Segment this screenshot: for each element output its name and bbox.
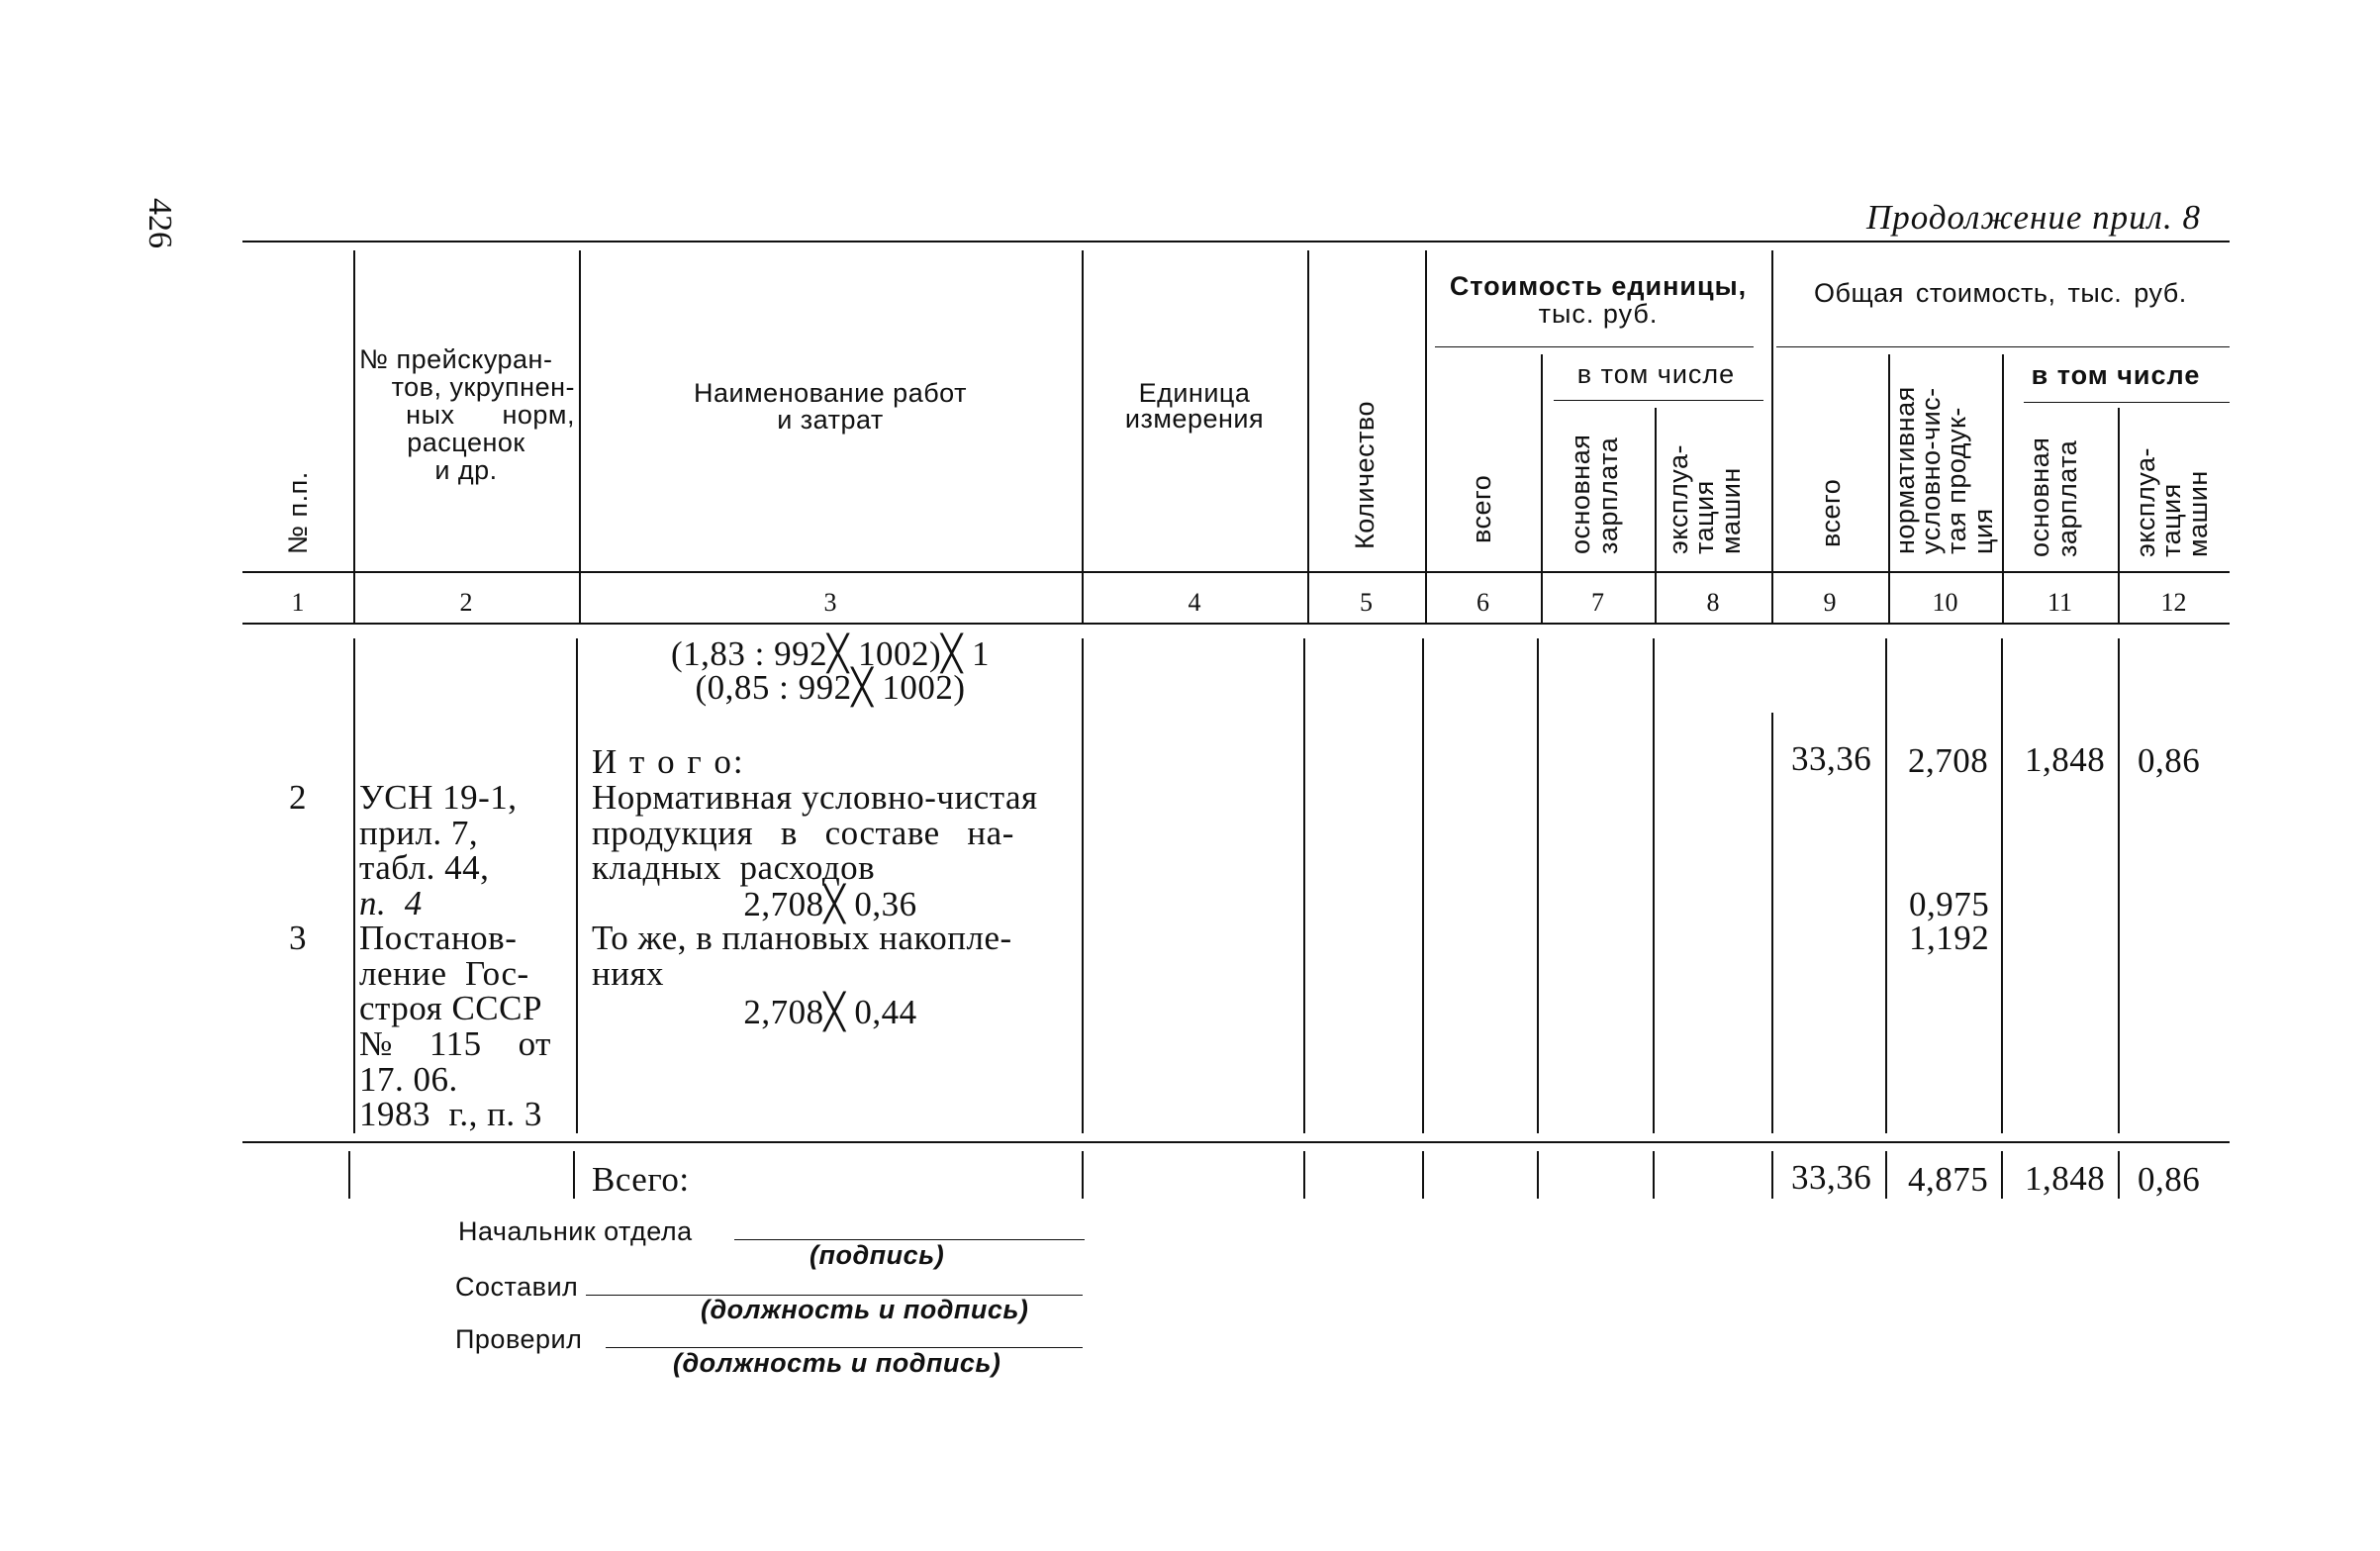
header-col10 [1892,386,1996,554]
row3-ref-line: Постанов- [359,919,518,957]
table-top-rule [242,241,2230,242]
row2-formula: 2,708╳ 0,36 [743,885,917,923]
header-col12-line: эксплуа- [2131,447,2160,557]
body-bottom-rule [242,1141,2230,1143]
header-unit-incl: в том числе [1576,359,1736,389]
grid-v [1653,1151,1655,1199]
header-col7 [1567,435,1623,554]
total-cost-subrule [1776,346,2230,347]
total-label: Всего: [592,1160,690,1199]
row3-number: 3 [289,919,307,957]
formula-line: (0,85 : 992╳ 1002) [695,668,966,707]
compiled-by-label: Составил [455,1272,579,1302]
header-col3-line: Наименование работ [694,378,967,408]
row3-name [592,921,1012,991]
head-of-department-label: Начальник отдела [458,1216,693,1246]
header-col3-line: и затрат [777,405,884,435]
grid-v [1082,638,1084,1133]
column-number: 7 [1591,588,1604,617]
grid-v [1307,250,1309,623]
grid-v [1771,713,1773,1133]
row2-name [592,780,1038,886]
grid-v [1771,250,1773,623]
row2-ref-line: п. 4 [359,884,423,923]
row2-number: 2 [289,778,307,817]
row2-ref-line: прил. 7, [359,813,479,852]
col-numbers-bottom-rule [242,623,2230,625]
grid-v [1537,1151,1539,1199]
grid-v [576,638,578,1133]
header-col8-line: машин [1715,467,1746,554]
header-unit-cost-line: тыс. руб. [1538,299,1659,330]
grid-v [353,638,355,1133]
header-total-cost-group: Общая стоимость, тыс. руб. [1814,278,2187,308]
compiled-signature-caption: (должность и подпись) [701,1295,1029,1324]
grid-v [1885,1151,1887,1199]
row3-ref-line: 17. 06. [359,1059,458,1099]
page-number: 426 [142,198,178,248]
row2-c10: 0,975 [1909,885,1990,923]
header-col8 [1666,444,1744,554]
total-incl-rule [2024,402,2230,403]
column-number: 10 [1932,588,1958,617]
row3-ref [359,921,551,1132]
column-number: 6 [1476,588,1489,617]
grid-v [1303,1151,1305,1199]
itogo-c9: 33,36 [1791,739,1872,778]
row3-ref-line: ление Гос- [359,953,529,993]
unit-cost-subrule [1435,346,1754,347]
grid-v [1422,638,1424,1133]
column-number: 11 [2047,588,2073,617]
column-number: 12 [2160,588,2187,617]
header-col11-line: зарплата [2052,439,2083,557]
header-col11 [2026,437,2082,557]
grid-v [2001,1151,2003,1199]
header-col7-line: основная [1566,434,1595,554]
column-number: 1 [291,588,305,617]
row2-name-line: кладных расходов [592,848,876,888]
header-col4 [1082,378,1307,434]
grid-v [1082,250,1084,623]
unit-incl-rule [1554,400,1763,401]
header-col10-line: нормативная [1890,386,1920,554]
grid-v [1653,638,1655,1133]
grid-v [2001,638,2003,1133]
head-signature-caption: (подпись) [809,1240,945,1270]
checked-signature-caption: (должность и подпись) [673,1348,1001,1378]
itogo-label: И т о г о: [592,742,745,781]
column-number: 8 [1706,588,1720,617]
header-col2-line: расценок [407,428,525,458]
grid-v [348,1151,350,1199]
header-bottom-rule [242,571,2230,573]
header-col10-line: ция [1967,508,1998,554]
row2-ref-line: табл. 44, [359,848,490,888]
header-col1: № п.п. [283,471,313,554]
row3-ref-line: строя СССР [359,989,542,1028]
checked-by-label: Проверил [455,1324,583,1354]
header-col6: всего [1467,474,1496,543]
row2-name-line: Нормативная условно-чистая [592,778,1038,817]
itogo-c11: 1,848 [2025,740,2106,779]
header-col12-line: машин [2182,470,2213,557]
total-c11: 1,848 [2025,1159,2106,1198]
row3-name-line: ниях [592,953,665,993]
header-col7-line: зарплата [1593,436,1624,554]
row3-c10: 1,192 [1909,919,1990,957]
header-unit-cost-line: Стоимость единицы, [1449,271,1748,301]
header-col12-line: тация [2156,483,2187,557]
itogo-c12: 0,86 [2138,741,2201,780]
total-c9: 33,36 [1791,1158,1872,1197]
grid-v [573,1151,575,1199]
header-col2-line: и др. [434,455,498,486]
row2-ref-line: УСН 19-1, [359,778,518,817]
itogo-c10: 2,708 [1908,741,1989,780]
column-number: 2 [459,588,473,617]
header-col2-line: тов, укрупнен- [391,372,575,403]
row3-name-line: То же, в плановых накопле- [592,919,1012,957]
header-col9: всего [1816,478,1846,547]
header-col2 [353,345,579,484]
grid-v [2118,638,2120,1133]
header-unit-cost-group [1425,272,1771,329]
column-number: 9 [1823,588,1837,617]
header-col3 [579,380,1082,434]
column-number: 5 [1360,588,1373,617]
total-c12: 0,86 [2138,1160,2201,1199]
header-col5: Количество [1350,401,1380,549]
column-number: 3 [823,588,837,617]
header-col4-line: измерения [1124,403,1265,434]
header-col12 [2133,447,2211,557]
grid-v [1537,638,1539,1133]
header-col2-line: ных норм, [406,400,575,431]
continuation-label: Продолжение прил. 8 [1866,198,2201,237]
row2-name-line: продукция в составе на- [592,813,1014,852]
formula-line: (1,83 : 992╳ 1002)╳ 1 [671,634,990,673]
grid-v [2002,354,2004,623]
grid-v [1422,1151,1424,1199]
grid-v [1082,1151,1084,1199]
row3-formula: 2,708╳ 0,44 [743,993,917,1031]
grid-v [1541,354,1543,623]
header-col8-line: тация [1689,480,1720,554]
grid-v [579,250,581,623]
row3-ref-line: 1983 г., п. 3 [359,1095,542,1134]
grid-v [1303,638,1305,1133]
row2-ref [359,780,518,921]
header-col4-line: Единица [1138,378,1251,408]
header-total-incl: в том числе [2031,360,2201,390]
header-col10-line: условно-чис- [1916,387,1947,554]
total-c10: 4,875 [1908,1160,1989,1199]
grid-v [1771,1151,1773,1199]
row3-ref-line: № 115 от [359,1024,551,1064]
header-col2-line: № прейскуран- [359,344,553,374]
grid-v [2118,1151,2120,1199]
column-number: 4 [1188,588,1201,617]
header-col11-line: основная [2025,436,2054,557]
header-col8-line: эксплуа- [1664,444,1693,554]
header-col10-line: тая продук- [1942,407,1972,554]
grid-v [1885,638,1887,1133]
